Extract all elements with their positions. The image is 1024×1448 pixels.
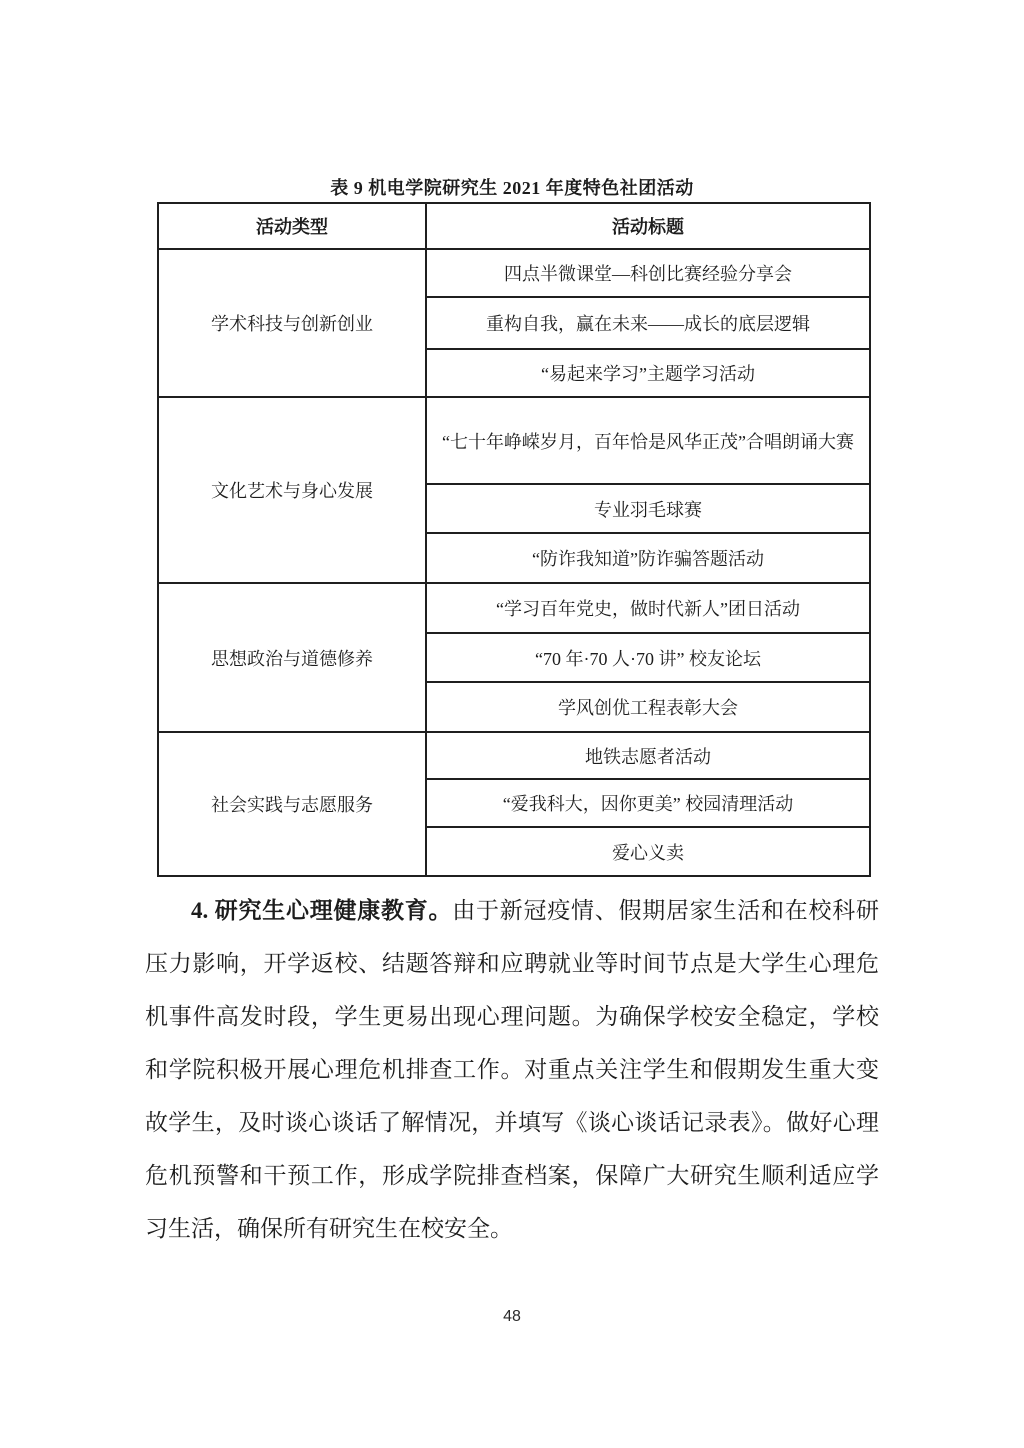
activities-table [157,202,871,877]
body-paragraph [145,884,879,1255]
table-row [158,249,870,297]
activity-cell: “学习百年党史，做时代新人”团日活动 [426,583,870,633]
paragraph-heading: 4. 研究生心理健康教育。 [191,898,453,923]
activity-cell: “70 年·70 人·70 讲” 校友论坛 [426,633,870,682]
activity-cell: 四点半微课堂—科创比赛经验分享会 [426,249,870,297]
table-row [158,397,870,484]
activity-cell: 专业羽毛球赛 [426,484,870,533]
table-row [158,583,870,633]
category-cell-ideology: 思想政治与道德修养 [158,583,426,732]
activity-cell: “防诈我知道”防诈骗答题活动 [426,533,870,583]
category-cell-academic: 学术科技与创新创业 [158,249,426,397]
activity-cell: 地铁志愿者活动 [426,732,870,779]
activity-cell: “七十年峥嵘岁月，百年恰是风华正茂”合唱朗诵大赛 [426,397,870,484]
header-activity-title: 活动标题 [426,203,870,249]
header-activity-type: 活动类型 [158,203,426,249]
activity-cell: 学风创优工程表彰大会 [426,682,870,732]
activity-cell: “易起来学习”主题学习活动 [426,349,870,397]
paragraph-body: 由于新冠疫情、假期居家生活和在校科研压力影响，开学返校、结题答辩和应聘就业等时间节点是大学生心理危机事件高发时段，学生更易出现心理问题。为确保学校安全稳定，学校和学院积极开展心理危机排查工作。对重点关注学生和假期发生重大变故学生，及时谈心谈话了解情况，并填写《谈心谈话记录表》。做好心理危机预警和干预工作，形成学院排查档案，保障广大研究生顺利适应学习生活，确保所有研究生在校安全。 [145,898,879,1241]
activity-cell: “爱我科大，因你更美” 校园清理活动 [426,779,870,827]
activity-cell: 爱心义卖 [426,827,870,876]
table-caption: 表 9 机电学院研究生 2021 年度特色社团活动 [330,178,694,198]
category-cell-culture: 文化艺术与身心发展 [158,397,426,583]
table-header-row [158,203,870,249]
table-row [158,732,870,779]
activity-cell: 重构自我，赢在未来——成长的底层逻辑 [426,297,870,349]
category-cell-practice: 社会实践与志愿服务 [158,732,426,876]
page-number: 48 [503,1308,521,1325]
